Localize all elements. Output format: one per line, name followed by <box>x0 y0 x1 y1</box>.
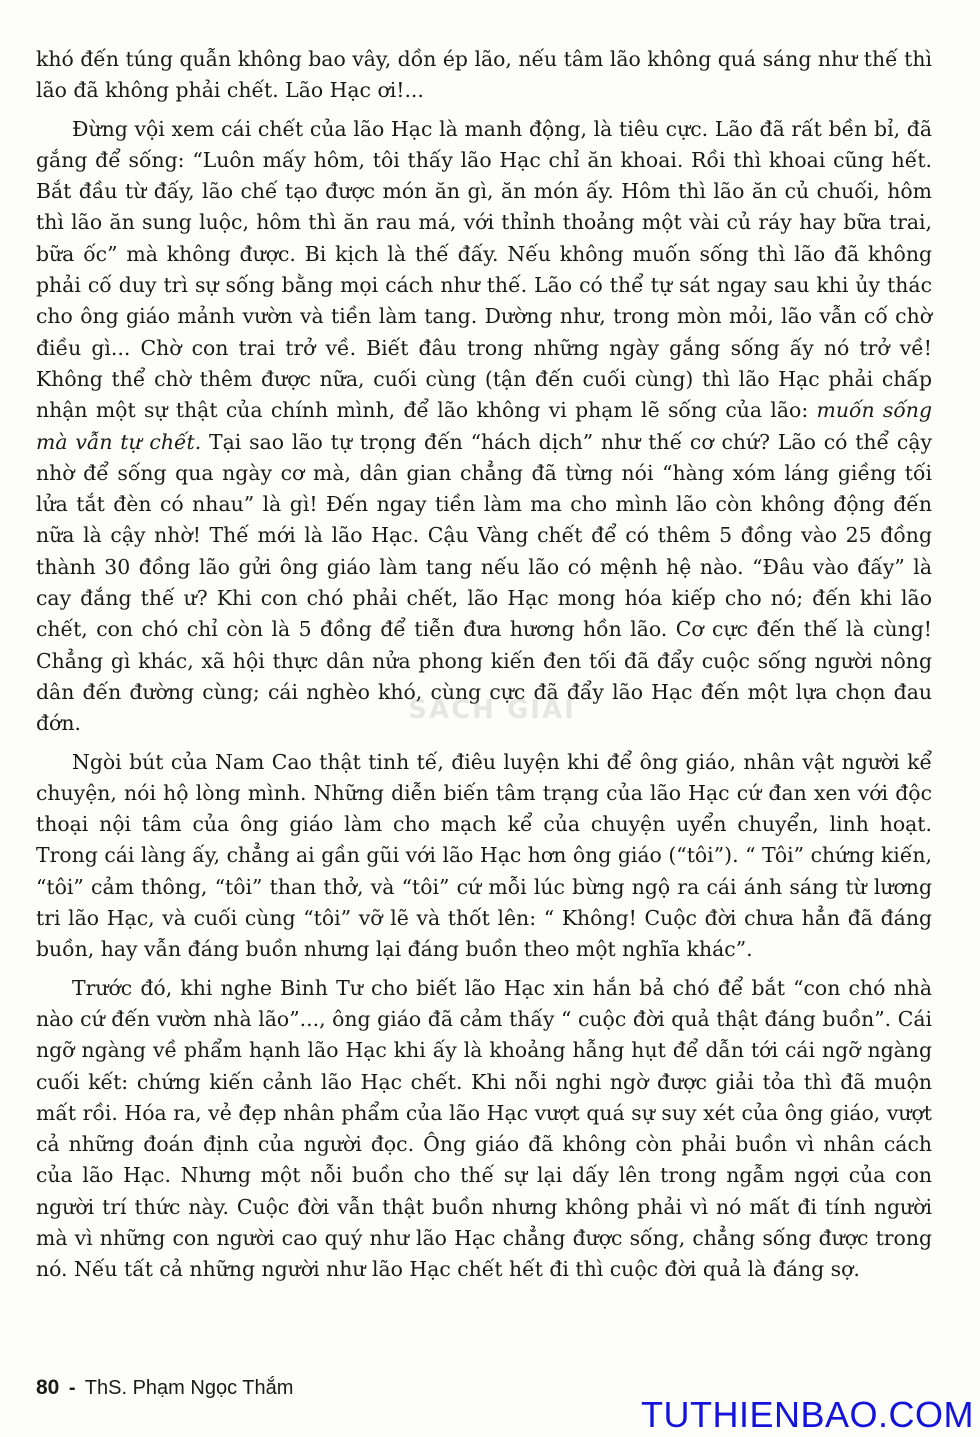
site-brand-link[interactable]: TUTHIENBAO.COM <box>640 1394 974 1435</box>
author-name: ThS. Phạm Ngọc Thắm <box>84 1377 294 1399</box>
italic-quote: muốn sống mà vẫn tự chết. <box>36 398 932 454</box>
paragraph-3 <box>36 747 932 966</box>
paragraph-text: Ngòi bút của Nam Cao thật tinh tế, điêu luyện khi để ông giáo, nhân vật người kể chuyện, nói hộ lòng mình. Những diễn biến tâm trạng của lão Hạc cứ đan xen với độc thoại nội tâm của ông giáo làm cho mạch kể của chuyện uyển chuyển, linh hoạt. Trong cái làng ấy, chẳng ai gần gũi với lão Hạc hơn ông giáo (“tôi”). “ Tôi” chứng kiến, “tôi” cảm thông, “tôi” than thở, và “tôi” cứ mỗi lúc bừng ngộ ra cái ánh sáng từ lương tri lão Hạc, và cuối cùng “tôi” vỡ lẽ và thốt lên: “ Không! Cuộc đời chưa hẳn đã đáng buồn, hay vẫn đáng buồn nhưng lại đáng buồn theo một nghĩa khác”. <box>36 749 932 962</box>
page-number: 80 <box>36 1376 60 1399</box>
paragraph-text: khó đến túng quẫn không bao vây, dồn ép lão, nếu tâm lão không quá sáng như thế thì lão đã không phải chết. Lão Hạc ơi!... <box>36 47 932 103</box>
page-footer <box>36 1376 293 1400</box>
paragraph-text: Tại sao lão tự trọng đến “hách dịch” như thế cơ chứ? Lão có thể cậy nhờ để sống qua ngày cơ mà, dân gian chẳng đã từng nói “hàng xóm láng giềng tối lửa tắt đèn có nhau” là gì! Đến ngay tiền làm ma cho mình lão còn không động đến nữa là cậy nhờ! Thế mới là lão Hạc. Cậu Vàng chết để có thêm 5 đồng vào 25 đồng thành 30 đồng lão gửi ông giáo làm tang nếu lão có mệnh hệ nào. “Đâu vào đấy” là cay đắng thế ư? Khi con chó phải chết, lão Hạc mong hóa kiếp cho nó; đến khi lão chết, con chó chỉ còn là 5 đồng để tiễn đưa hương hồn lão. Cơ cực đến thế là cùng! Chẳng gì khác, xã hội thực dân nửa phong kiến đen tối đã đẩy cuộc sống người nông dân đến đường cùng; cái nghèo khó, cùng cực đã đẩy lão Hạc đến một lựa chọn đau đớn. <box>36 429 932 736</box>
body-text <box>36 44 932 1293</box>
paragraph-2 <box>36 114 932 740</box>
watermark: SÁCH GIẢI <box>408 695 576 725</box>
paragraph-4 <box>36 973 932 1286</box>
footer-separator: - <box>68 1377 76 1399</box>
paragraph-1 <box>36 44 932 107</box>
paragraph-text: Đừng vội xem cái chết của lão Hạc là manh động, là tiêu cực. Lão đã rất bền bỉ, đã gắng để sống: “Luôn mấy hôm, tôi thấy lão Hạc chỉ ăn khoai. Rồi thì khoai cũng hết. Bắt đầu từ đấy, lão chế tạo được món ăn gì, ăn món ấy. Hôm thì lão ăn củ chuối, hôm thì lão ăn sung luộc, hôm thì ăn rau má, với thỉnh thoảng một vài củ ráy hay bữa trai, bữa ốc” mà không được. Bi kịch là thế đấy. Nếu không muốn sống thì lão đã không phải cố duy trì sự sống bằng mọi cách như thế. Lão có thể tự sát ngay sau khi ủy thác cho ông giáo mảnh vườn và tiền làm tang. Dường như, trong mòn mỏi, lão vẫn cố chờ điều gì... Chờ con trai trở về. Biết đâu trong những ngày gắng sống ấy nó trở về! Không thể chờ thêm được nữa, cuối cùng (tận đến cuối cùng) thì lão Hạc phải chấp nhận một sự thật của chính mình, để lão không vi phạm lẽ sống của lão: <box>36 116 932 423</box>
paragraph-text: Trước đó, khi nghe Binh Tư cho biết lão Hạc xin hắn bả chó để bắt “con chó nhà nào cứ đến vườn nhà lão”..., ông giáo đã cảm thấy “ cuộc đời quả thật đáng buồn”. Cái ngỡ ngàng về phẩm hạnh lão Hạc khi ấy là khoảng hẫng hụt để dẫn tới cái ngỡ ngàng cuối kết: chứng kiến cảnh lão Hạc chết. Khi nỗi nghi ngờ được giải tỏa thì đã muộn mất rồi. Hóa ra, vẻ đẹp nhân phẩm của lão Hạc vượt quá sự suy xét của ông giáo, vượt cả những đoán định của người đọc. Ông giáo đã không còn phải buồn vì nhân cách của lão Hạc. Nhưng một nỗi buồn cho thế sự lại dấy lên trong ngẫm ngợi của con người trí thức này. Cuộc đời vẫn thật buồn nhưng không phải vì nó mất đi tính người mà vì những con người cao quý như lão Hạc chẳng được sống, chẳng sống được trong nó. Nếu tất cả những người như lão Hạc chết hết đi thì cuộc đời quả là đáng sợ. <box>36 975 932 1282</box>
